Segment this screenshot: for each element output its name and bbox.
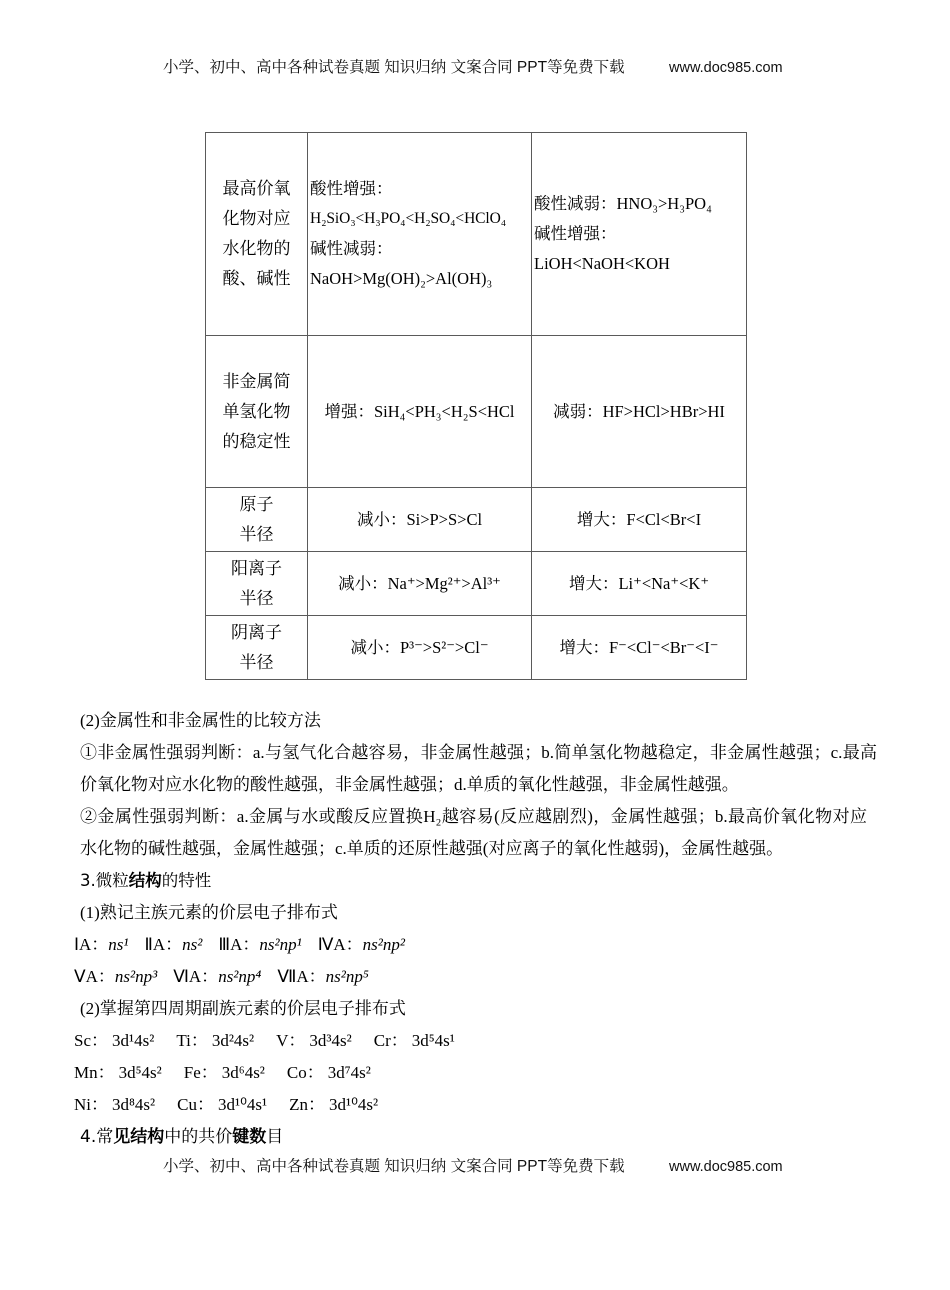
group-trend-line: 减弱：HF>HCl>HBr>HI — [553, 401, 725, 421]
group-trend-cell — [532, 133, 747, 336]
footer-text: 小学、初中、高中各种试卷真题 知识归纳 文案合同 PPT等免费下载 — [163, 1158, 625, 1175]
config-value: ns²np⁴ — [218, 967, 262, 986]
group-trend-line: 增大：Li⁺<Na⁺<K⁺ — [568, 573, 710, 593]
period-trend-line: 碱性减弱： — [310, 239, 393, 258]
row-label-cell — [206, 133, 308, 336]
config-item — [276, 1025, 352, 1057]
subsection-title: (1)熟记主族元素的价层电子排布式 — [80, 903, 338, 922]
heading-segment-bold: 键数 — [232, 1127, 267, 1147]
config-item — [287, 1057, 371, 1089]
transition-config-line — [74, 1025, 890, 1057]
config-value: 3d³4s² — [309, 1031, 352, 1050]
row-label-cell — [206, 488, 308, 552]
transition-config-line — [74, 1089, 890, 1121]
table-row — [206, 552, 747, 616]
group-label: ⅠA： — [74, 935, 109, 954]
row-label-cell — [206, 616, 308, 680]
config-value: ns²np¹ — [259, 935, 302, 954]
config-item — [374, 1025, 455, 1057]
element-label: V： — [276, 1031, 306, 1050]
element-label: Zn： — [289, 1095, 325, 1114]
element-label: Sc： — [74, 1031, 108, 1050]
config-value: 3d¹⁰4s² — [329, 1095, 379, 1114]
row-label-cell — [206, 552, 308, 616]
footer-url: www.doc985.com — [669, 1159, 783, 1175]
config-item — [176, 1025, 254, 1057]
period-trend-line: H₂SiO₃<H₃PO₄<H₂SO₄<HClO₄ — [310, 210, 507, 227]
group-label: ⅤA： — [74, 967, 115, 986]
config-value: 3d⁵4s² — [118, 1063, 162, 1082]
row-label-line: 半径 — [239, 652, 274, 672]
table-row — [206, 133, 747, 336]
section-title: (2)金属性和非金属性的比较方法 — [80, 711, 321, 730]
page-header — [163, 57, 803, 79]
group-trend-cell — [532, 336, 747, 488]
config-item — [177, 1089, 267, 1121]
config-value: 3d²4s² — [211, 1031, 255, 1050]
config-item — [277, 961, 368, 993]
config-item — [184, 1057, 265, 1089]
config-item — [74, 1089, 155, 1121]
section-heading — [80, 865, 890, 897]
table-row — [206, 616, 747, 680]
group-trend-cell — [532, 616, 747, 680]
page-footer — [163, 1156, 803, 1178]
period-trend-line: 增强：SiH₄<PH₃<H₂S<HCl — [324, 401, 515, 421]
row-label-line: 阴离子 — [231, 622, 282, 642]
period-trend-line: NaOH>Mg(OH)₂>Al(OH)₃ — [310, 269, 493, 288]
config-value: 3d⁷4s² — [327, 1063, 371, 1082]
heading-segment: 的特性 — [161, 871, 212, 890]
period-trend-cell — [308, 133, 532, 336]
config-value: 3d⁶4s² — [221, 1063, 265, 1082]
heading-segment: 中的共价 — [164, 1127, 233, 1147]
config-value: ns²np² — [362, 935, 405, 954]
element-label: Ni： — [74, 1095, 108, 1114]
row-label-line: 原子 — [239, 494, 274, 514]
period-trend-cell — [308, 552, 532, 616]
group-label: ⅦA： — [277, 967, 326, 986]
group-trend-line: 增大：F⁻<Cl⁻<Br⁻<I⁻ — [559, 637, 719, 657]
row-label-line: 半径 — [239, 588, 274, 608]
group-trend-cell — [532, 488, 747, 552]
config-value: 3d⁸4s² — [112, 1095, 156, 1114]
period-trend-line: 减小：P³⁻>S²⁻>Cl⁻ — [350, 637, 489, 657]
group-trend-line: 增大：F<Cl<Br<I — [576, 509, 702, 529]
nonmetal-rule-line: 价氧化物对应水化物的酸性越强，非金属性越强；d.单质的氧化性越强，非金属性越强。 — [80, 775, 739, 794]
period-trend-cell — [308, 488, 532, 552]
metal-rule-line: ②金属性强弱判断：a.金属与水或酸反应置换H₂越容易(反应越剧烈)，金属性越强；b.最高价氧化物对应 — [80, 807, 867, 826]
element-label: Cr： — [373, 1031, 408, 1050]
config-value: 3d¹⁰4s¹ — [217, 1095, 268, 1114]
config-item — [289, 1089, 378, 1121]
group-label: ⅣA： — [317, 935, 363, 954]
metal-rule-line: 水化物的碱性越强，金属性越强；c.单质的还原性越强(对应离子的氧化性越弱)，金属性越强。 — [80, 839, 784, 858]
element-label: Cu： — [177, 1095, 214, 1114]
heading-segment-bold: 见结构 — [113, 1127, 165, 1147]
config-value: ns² — [182, 935, 203, 954]
group-label: ⅢA： — [218, 935, 260, 954]
period-trend-line: 减小：Na⁺>Mg²⁺>Al³⁺ — [338, 573, 501, 593]
config-item — [74, 929, 129, 961]
period-trend-cell — [308, 616, 532, 680]
row-label-line: 非金属简 — [222, 371, 291, 391]
row-label-line: 最高价氧 — [222, 179, 291, 198]
section-heading — [80, 1121, 890, 1153]
table-row — [206, 336, 747, 488]
config-item — [74, 1025, 154, 1057]
element-label: Ti： — [176, 1031, 208, 1050]
group-trend-cell — [532, 552, 747, 616]
config-value: ns²np³ — [114, 967, 158, 986]
body-text — [74, 705, 890, 1153]
group-label: ⅥA： — [173, 967, 219, 986]
nonmetal-rule-line: ①非金属性强弱判断：a.与氢气化合越容易，非金属性越强；b.简单氢化物越稳定，非金属性越强；c.最高 — [80, 743, 877, 762]
table-row — [206, 488, 747, 552]
config-item — [218, 929, 301, 961]
config-item — [74, 1057, 162, 1089]
row-label-cell — [206, 336, 308, 488]
row-label-line: 化物对应 — [222, 209, 291, 228]
group-trend-line: 碱性增强： — [534, 224, 617, 243]
subsection-title: (2)掌握第四周期副族元素的价层电子排布式 — [80, 999, 406, 1018]
group-trend-line: 酸性减弱：HNO₃>H₃PO₄ — [534, 194, 712, 213]
config-value: 3d⁵4s¹ — [411, 1031, 455, 1050]
main-group-config-line — [74, 929, 890, 961]
row-label-line: 水化物的 — [222, 239, 291, 258]
config-item — [173, 961, 261, 993]
heading-segment: 3.微粒 — [80, 871, 129, 890]
transition-config-line — [74, 1057, 890, 1089]
periodic-trend-table — [205, 132, 747, 680]
header-text: 小学、初中、高中各种试卷真题 知识归纳 文案合同 PPT等免费下载 — [163, 59, 625, 76]
config-value: ns¹ — [108, 935, 129, 954]
element-label: Co： — [286, 1063, 324, 1082]
heading-segment-bold: 结构 — [128, 871, 162, 890]
group-trend-line: LiOH<NaOH<KOH — [534, 254, 670, 273]
row-label-line: 阳离子 — [231, 558, 282, 578]
heading-segment: 4.常 — [80, 1127, 114, 1147]
row-label-line: 半径 — [239, 524, 274, 544]
row-label-line: 单氢化物 — [222, 401, 291, 421]
element-label: Fe： — [183, 1063, 218, 1082]
config-value: ns²np⁵ — [325, 967, 369, 986]
period-trend-line: 减小：Si>P>S>Cl — [356, 509, 483, 529]
row-label-line: 的稳定性 — [222, 431, 291, 451]
main-group-config-line — [74, 961, 890, 993]
config-item — [318, 929, 405, 961]
config-item — [74, 961, 157, 993]
period-trend-line: 酸性增强： — [310, 179, 393, 198]
group-label: ⅡA： — [144, 935, 183, 954]
heading-segment: 目 — [266, 1127, 284, 1147]
row-label-line: 酸、碱性 — [222, 269, 291, 288]
header-url: www.doc985.com — [669, 60, 783, 76]
element-label: Mn： — [74, 1063, 115, 1082]
config-value: 3d¹4s² — [112, 1031, 155, 1050]
config-item — [145, 929, 203, 961]
period-trend-cell — [308, 336, 532, 488]
